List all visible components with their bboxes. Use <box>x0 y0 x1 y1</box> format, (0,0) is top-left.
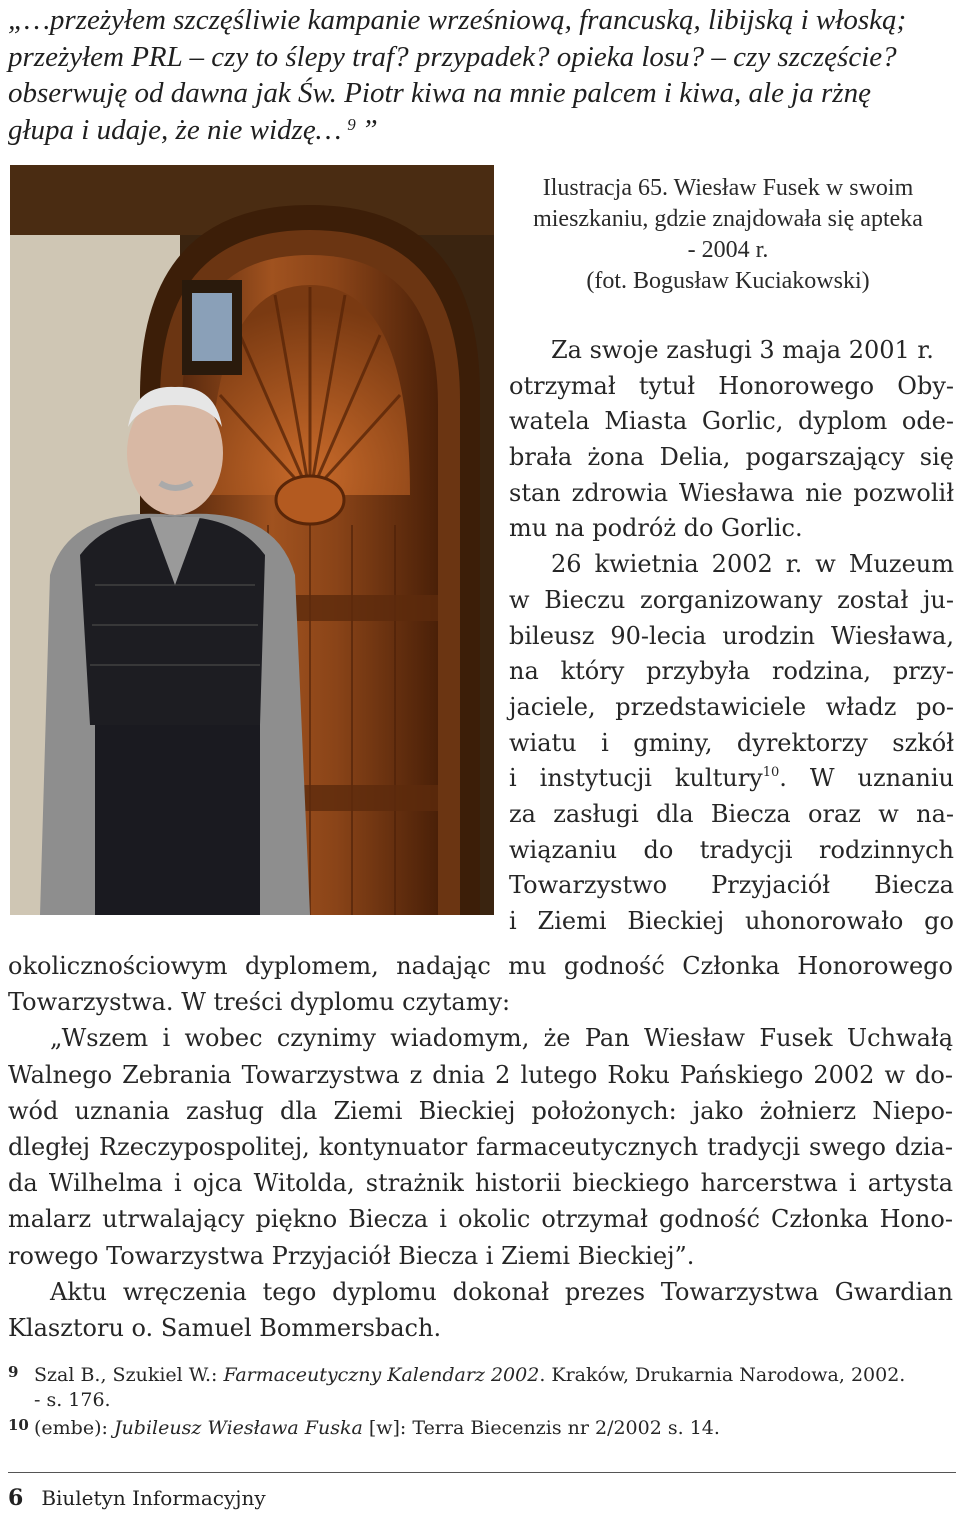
footnote-title: Jubileusz Wiesława Fuska <box>113 1417 363 1439</box>
body-line: malarz utrwalający piękno Biecza i okolic otrzymał godność Członka Hono- <box>8 1205 953 1234</box>
body-line: Towarzystwa. W treści dyplomu czytamy: <box>8 988 511 1017</box>
footnote-number: 10 <box>8 1416 29 1434</box>
body-line: Klasztoru o. Samuel Bommersbach. <box>8 1313 442 1342</box>
body-line: watela Miasta Gorlic, dyplom ode- <box>509 407 954 436</box>
caption-line: (fot. Bogusław Kuciakowski) <box>586 268 870 294</box>
footnote-ref-9: 9 <box>347 114 356 134</box>
body-line: stan zdrowia Wiesława nie pozwolił <box>509 478 954 507</box>
body-line <box>509 761 954 797</box>
quote-line: „…przeżyłem szczęśliwie kampanie wrześniową, francuską, libijską i włoską; <box>8 4 907 36</box>
footer-rule <box>8 1472 956 1473</box>
body-line: da Wilhelma i ojca Witolda, strażnik historii bieckiego harcerstwa i artysta <box>8 1169 953 1198</box>
body-line: „Wszem i wobec czynimy wiadomym, że Pan Wiesław Fusek Uchwałą <box>50 1024 953 1053</box>
illustration-caption <box>503 173 953 297</box>
body-line: na który przybyła rodzina, przy- <box>509 657 954 686</box>
footnote-text: . Kraków, Drukarnia Narodowa, 2002. <box>539 1364 906 1386</box>
full-width-text <box>8 948 953 1346</box>
footnote-line <box>8 1413 958 1441</box>
body-line: 26 kwietnia 2002 r. w Muzeum <box>551 550 954 579</box>
body-line: wiatu i gminy, dyrektorzy szkół <box>509 728 954 757</box>
page-number: 6 <box>8 1485 24 1511</box>
footnote-line <box>8 1360 958 1388</box>
body-line: dległej Rzeczypospolitej, kontynuator farmaceutycznych tradycji swego dzia- <box>8 1132 953 1161</box>
photo-wieslaw-fusek <box>10 165 494 915</box>
body-line: wiązaniu do tradycji rodzinnych <box>509 835 954 864</box>
body-line: w Bieczu zorganizowany został ju- <box>509 585 954 614</box>
caption-line: Ilustracja 65. Wiesław Fusek w swoim <box>542 175 914 201</box>
footnote-ref-10: 10 <box>762 765 780 781</box>
body-line: rowego Towarzystwa Przyjaciół Biecza i Ziemi Bieckiej”. <box>8 1241 695 1270</box>
body-line: Walnego Zebrania Towarzystwa z dnia 2 lutego Roku Pańskiego 2002 w do- <box>8 1060 953 1089</box>
footnote-9 <box>8 1360 958 1413</box>
photo-illustration <box>10 165 494 915</box>
footnote-line: - s. 176. <box>34 1389 111 1411</box>
epigraph-quote <box>8 2 953 148</box>
footnote-text: [w]: Terra Biecenzis nr 2/2002 s. 14. <box>362 1417 720 1439</box>
caption-line: mieszkaniu, gdzie znajdowała się apteka <box>533 206 923 232</box>
column-text <box>509 333 954 940</box>
body-line: Za swoje zasługi 3 maja 2001 r. <box>551 336 934 364</box>
caption-line: - 2004 r. <box>687 237 769 263</box>
body-line: i Ziemi Bieckiej uhonorowało go <box>509 907 954 935</box>
footnote-number: 9 <box>8 1363 19 1381</box>
publication-title: Biuletyn Informacyjny <box>41 1486 266 1510</box>
body-line: mu na podróż do Gorlic. <box>509 514 803 543</box>
page-footer <box>8 1485 266 1511</box>
quote-close: ” <box>361 113 378 146</box>
body-line: okolicznościowym dyplomem, nadając mu godność Członka Honorowego <box>8 952 953 980</box>
quote-line: przeżyłem PRL – czy to ślepy traf? przypadek? opieka losu? – czy szczęście? <box>8 40 897 73</box>
body-line: Aktu wręczenia tego dyplomu dokonał prezes Towarzystwa Gwardian <box>50 1277 953 1306</box>
footnote-text: (embe): <box>34 1417 114 1439</box>
body-line: jaciele, przedstawiciele władz po- <box>509 692 954 721</box>
quote-line: obserwuję od dawna jak Św. Piotr kiwa na mnie palcem i kiwa, ale ja rżnę <box>8 77 871 109</box>
footnote-title: Farmaceutyczny Kalendarz 2002 <box>223 1364 540 1386</box>
body-line: brała żona Delia, pogarszający się <box>509 443 954 472</box>
body-line: wód uznania zasług dla Ziemi Bieckiej położonych: jako żołnierz Niepo- <box>8 1096 953 1125</box>
body-line: za zasługi dla Biecza oraz w na- <box>509 799 954 828</box>
quote-line <box>8 112 953 149</box>
body-line-text: i instytucji kultury <box>509 764 763 793</box>
body-line-text: . W uznaniu <box>779 764 954 793</box>
body-line: bileusz 90-lecia urodzin Wiesława, <box>509 621 954 650</box>
footnote-text: Szal B., Szukiel W.: <box>34 1364 224 1386</box>
body-line: otrzymał tytuł Honorowego Oby- <box>509 371 954 400</box>
footnote-10 <box>8 1413 958 1441</box>
quote-line-text: głupa i udaje, że nie widzę… <box>8 113 342 146</box>
body-line: Towarzystwo Przyjaciół Biecza <box>509 871 954 900</box>
